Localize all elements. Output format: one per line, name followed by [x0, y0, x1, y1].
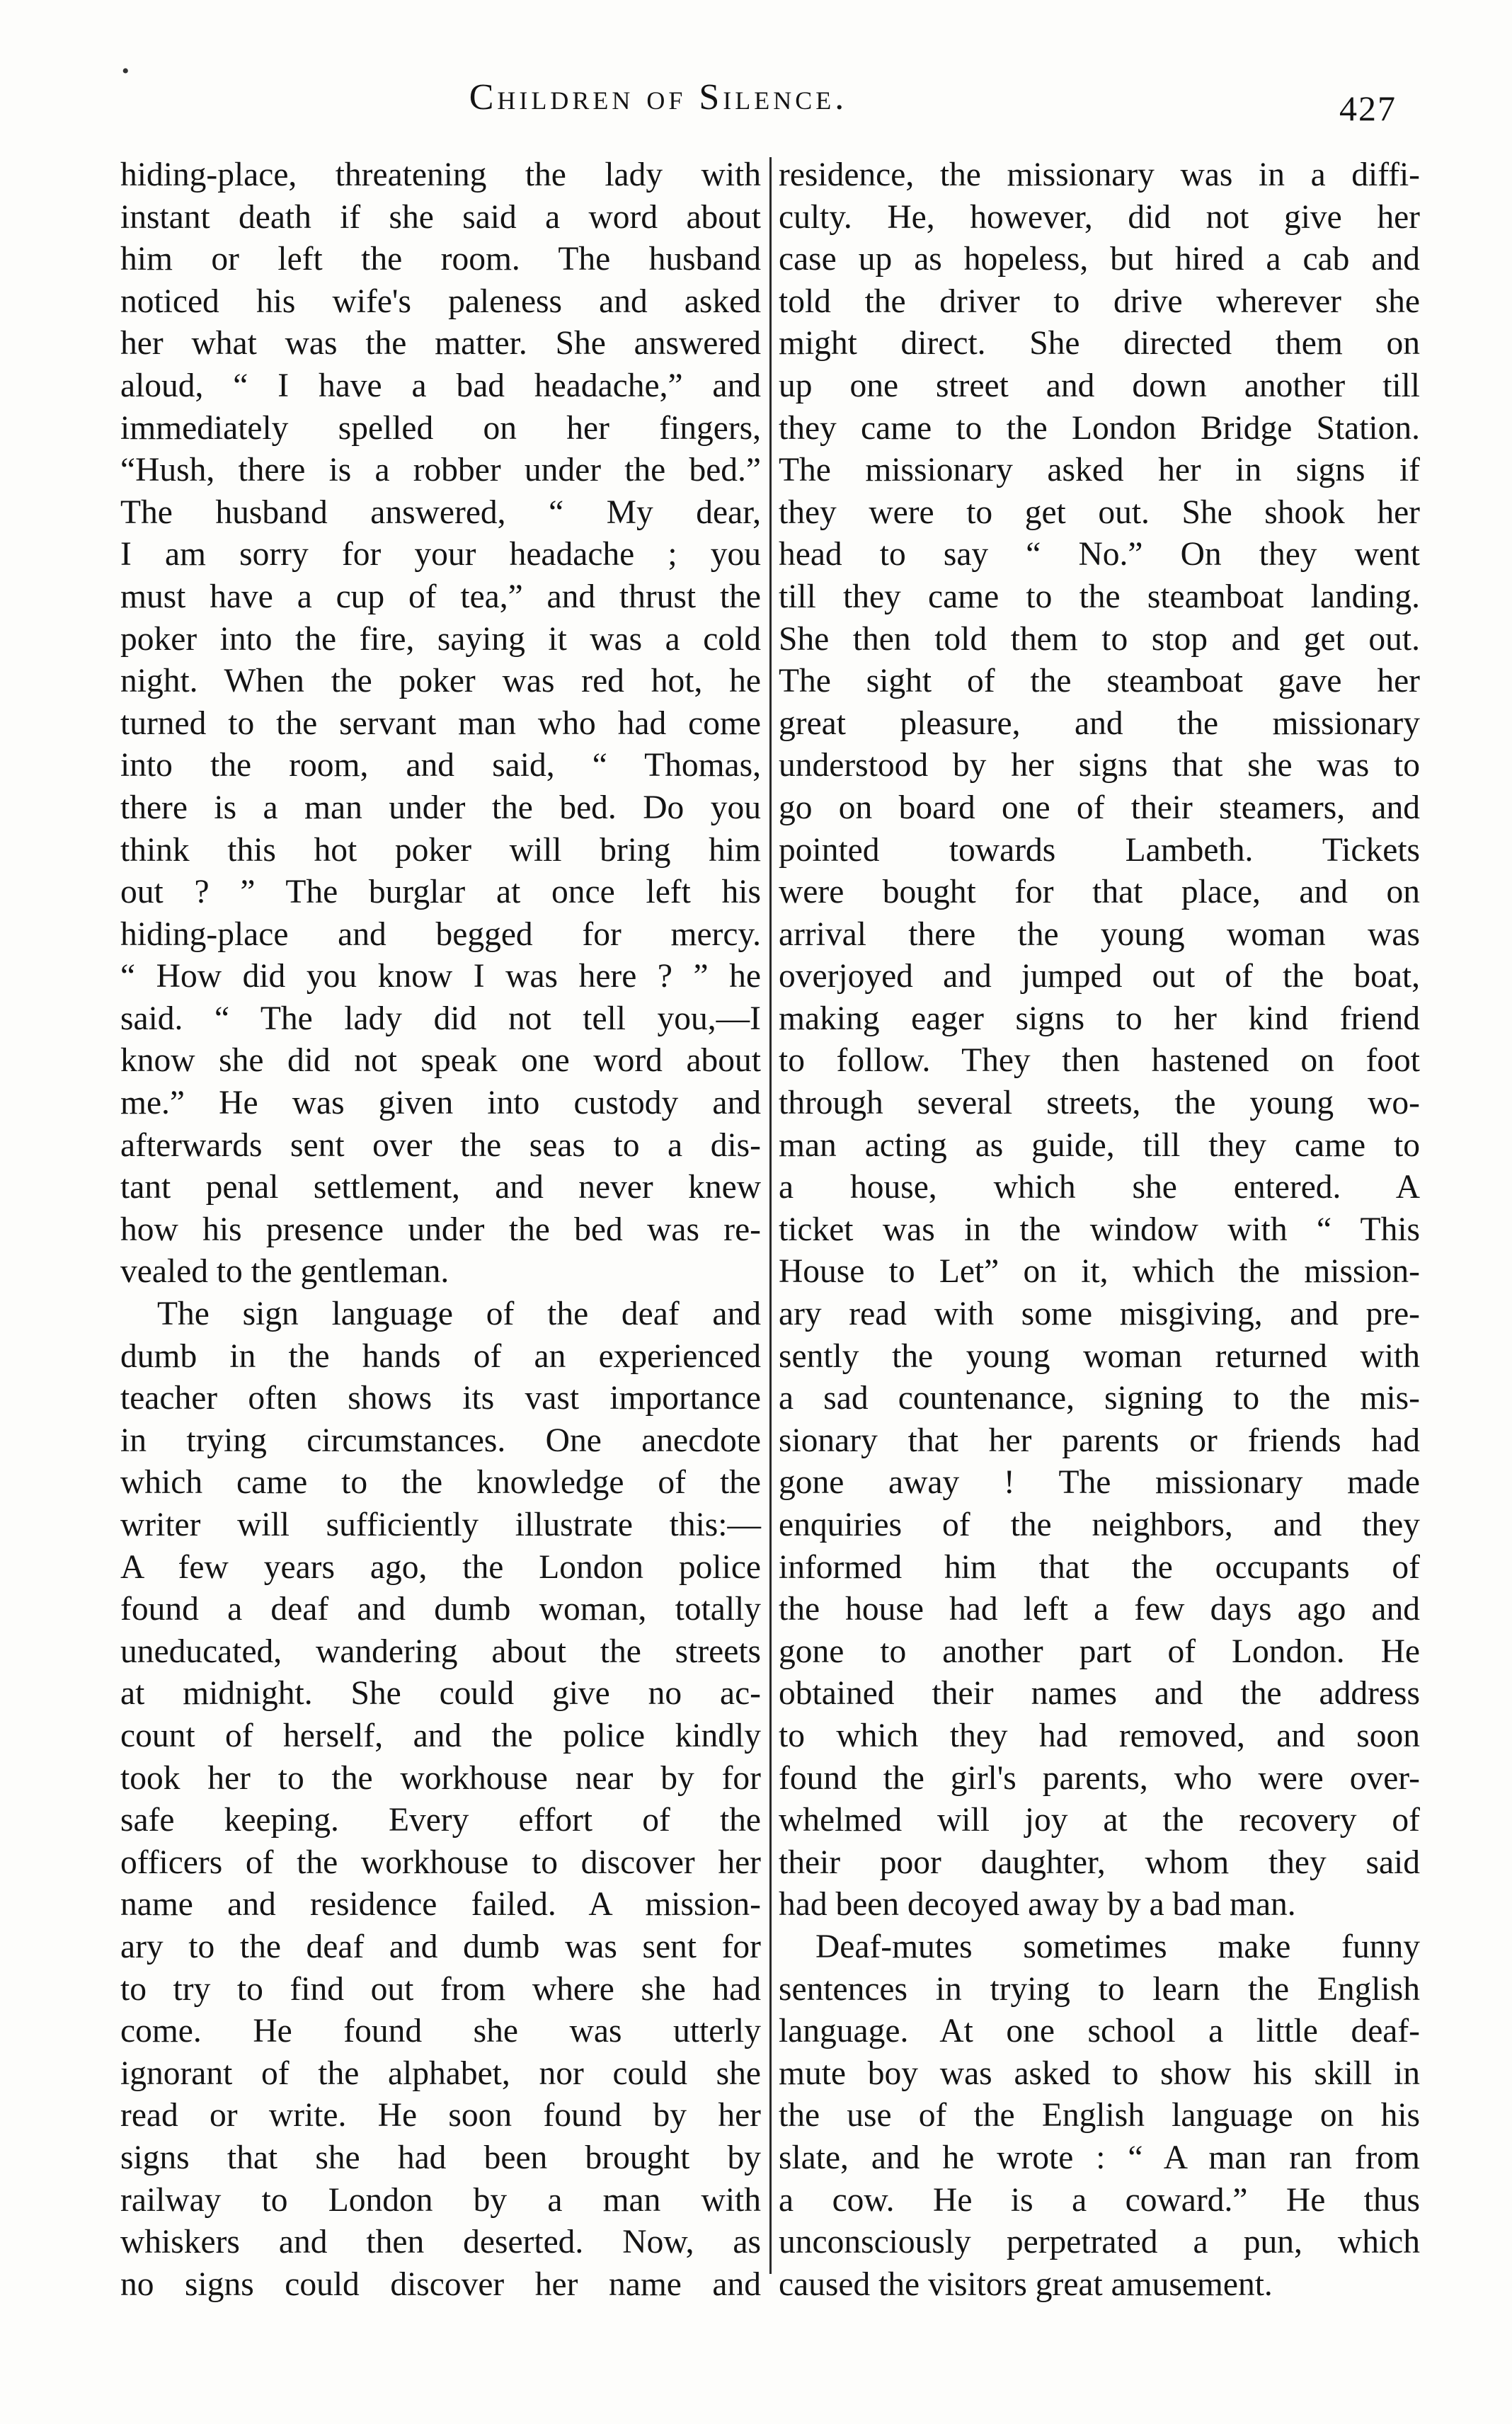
- text-line: told the driver to drive wherever she: [779, 282, 1420, 320]
- text-line: great pleasure, and the missionary: [779, 704, 1420, 742]
- text-line: gone away ! The missionary made: [779, 1464, 1420, 1502]
- text-line: took her to the workhouse near by for: [120, 1759, 761, 1797]
- text-line: hiding-place, threatening the lady with: [120, 156, 761, 193]
- right-text-column: [779, 154, 1420, 2306]
- text-line: to which they had removed, and soon: [779, 1717, 1420, 1754]
- text-line: The sign language of the deaf and: [157, 1296, 761, 1333]
- text-line: immediately spelled on her fingers,: [120, 409, 761, 447]
- text-line: mute boy was asked to show his skill in: [779, 2054, 1420, 2092]
- text-line: how his presence under the bed was re-: [120, 1211, 761, 1248]
- text-line: instant death if she said a word about: [120, 198, 761, 236]
- text-line: House to Let” on it, which the mission-: [779, 1253, 1420, 1291]
- text-line: the house had left a few days ago and: [779, 1591, 1420, 1628]
- text-line: there is a man under the bed. Do you: [120, 789, 761, 826]
- text-line: afterwards sent over the seas to a dis-: [120, 1126, 761, 1164]
- text-line: A few years ago, the London police: [120, 1548, 761, 1586]
- text-line: sionary that her parents or friends had: [779, 1422, 1420, 1459]
- text-line: were bought for that place, and on: [779, 874, 1420, 911]
- text-line: a sad countenance, signing to the mis-: [779, 1380, 1420, 1417]
- text-line: pointed towards Lambeth. Tickets: [779, 831, 1420, 869]
- text-line: go on board one of their steamers, and: [779, 789, 1420, 826]
- text-line: turned to the servant man who had come: [120, 704, 761, 742]
- page-number: 427: [1339, 88, 1397, 128]
- text-line: count of herself, and the police kindly: [120, 1717, 761, 1754]
- text-line: noticed his wife's paleness and asked: [120, 282, 761, 320]
- text-line: a house, which she entered. A: [779, 1169, 1420, 1206]
- text-line: informed him that the occupants of: [779, 1548, 1420, 1586]
- text-line: “Hush, there is a robber under the bed.”: [120, 452, 761, 489]
- text-line: found a deaf and dumb woman, totally: [120, 1591, 761, 1628]
- text-line: they were to get out. She shook her: [779, 493, 1420, 531]
- text-line: case up as hopeless, but hired a cab and: [779, 241, 1420, 278]
- text-line: ticket was in the window with “ This: [779, 1211, 1420, 1248]
- text-line: She then told them to stop and get out.: [779, 620, 1420, 658]
- text-line: read or write. He soon found by her: [120, 2097, 761, 2134]
- text-line: arrival there the young woman was: [779, 915, 1420, 953]
- text-line: slate, and he wrote : “ A man ran from: [779, 2139, 1420, 2176]
- text-line: writer will sufficiently illustrate this:—: [120, 1507, 761, 1543]
- text-line: sentences in trying to learn the English: [779, 1970, 1420, 2008]
- text-line: man acting as guide, till they came to: [779, 1126, 1420, 1164]
- text-line: her what was the matter. She answered: [120, 325, 761, 362]
- text-line: out ? ” The burglar at once left his: [120, 874, 761, 911]
- text-line: at midnight. She could give no ac-: [120, 1675, 761, 1713]
- text-line: officers of the workhouse to discover her: [120, 1843, 761, 1881]
- text-line: caused the visitors great amusement.: [779, 2265, 1273, 2303]
- text-line: head to say “ No.” On they went: [779, 536, 1420, 573]
- text-line: they came to the London Bridge Station.: [779, 409, 1420, 447]
- text-line: whelmed will joy at the recovery of: [779, 1802, 1420, 1839]
- text-line: him or left the room. The husband: [120, 241, 761, 278]
- text-line: unconsciously perpetrated a pun, which: [779, 2224, 1420, 2261]
- text-line: poker into the fire, saying it was a cold: [120, 620, 761, 658]
- text-line: hiding-place and begged for mercy.: [120, 915, 761, 953]
- text-line: found the girl's parents, who were over-: [779, 1759, 1420, 1797]
- text-line: The husband answered, “ My dear,: [120, 493, 761, 531]
- text-line: a cow. He is a coward.” He thus: [779, 2181, 1420, 2219]
- text-line: into the room, and said, “ Thomas,: [120, 747, 761, 784]
- text-line: their poor daughter, whom they said: [779, 1843, 1420, 1881]
- left-text-column: [120, 154, 761, 2306]
- text-line: vealed to the gentleman.: [120, 1253, 449, 1291]
- text-line: ary to the deaf and dumb was sent for: [120, 1928, 761, 1965]
- text-line: aloud, “ I have a bad headache,” and: [120, 367, 761, 404]
- text-line: understood by her signs that she was to: [779, 747, 1420, 784]
- text-line: no signs could discover her name and: [120, 2265, 761, 2303]
- running-head: [0, 76, 1512, 133]
- text-line: the use of the English language on his: [779, 2097, 1420, 2134]
- text-line: dumb in the hands of an experienced: [120, 1337, 761, 1375]
- text-line: “ How did you know I was here ? ” he: [120, 958, 761, 995]
- text-line: said. “ The lady did not tell you,—I: [120, 1000, 761, 1037]
- text-line: signs that she had been brought by: [120, 2139, 761, 2176]
- text-line: obtained their names and the address: [779, 1675, 1420, 1713]
- text-line: till they came to the steamboat landing.: [779, 578, 1420, 615]
- text-line: ignorant of the alphabet, nor could she: [120, 2054, 761, 2092]
- text-line: culty. He, however, did not give her: [779, 198, 1420, 236]
- text-line: come. He found she was utterly: [120, 2013, 761, 2050]
- text-line: uneducated, wandering about the streets: [120, 1633, 761, 1670]
- text-line: safe keeping. Every effort of the: [120, 1802, 761, 1839]
- text-line: enquiries of the neighbors, and they: [779, 1507, 1420, 1543]
- text-line: must have a cup of tea,” and thrust the: [120, 578, 761, 615]
- text-line: think this hot poker will bring him: [120, 831, 761, 869]
- text-line: night. When the poker was red hot, he: [120, 663, 761, 700]
- text-line: through several streets, the young wo-: [779, 1085, 1420, 1122]
- text-line: me.” He was given into custody and: [120, 1085, 761, 1122]
- text-line: residence, the missionary was in a diffi-: [779, 156, 1420, 193]
- text-line: in trying circumstances. One anecdote: [120, 1422, 761, 1459]
- text-line: might direct. She directed them on: [779, 325, 1420, 362]
- text-line: had been decoyed away by a bad man.: [779, 1886, 1296, 1923]
- text-line: overjoyed and jumped out of the boat,: [779, 958, 1420, 995]
- text-line: know she did not speak one word about: [120, 1042, 761, 1080]
- text-line: Deaf-mutes sometimes make funny: [815, 1928, 1420, 1965]
- text-line: ary read with some misgiving, and pre-: [779, 1296, 1420, 1333]
- text-line: whiskers and then deserted. Now, as: [120, 2224, 761, 2261]
- stray-ink-mark: •: [122, 59, 130, 83]
- page-title: Children of Silence.: [469, 77, 848, 118]
- text-line: which came to the knowledge of the: [120, 1464, 761, 1502]
- column-divider-rule: [769, 157, 772, 2274]
- text-line: to try to find out from where she had: [120, 1970, 761, 2008]
- text-line: to follow. They then hastened on foot: [779, 1042, 1420, 1080]
- text-line: up one street and down another till: [779, 367, 1420, 404]
- text-line: tant penal settlement, and never knew: [120, 1169, 761, 1206]
- text-line: teacher often shows its vast importance: [120, 1380, 761, 1417]
- text-line: language. At one school a little deaf-: [779, 2013, 1420, 2050]
- text-line: gone to another part of London. He: [779, 1633, 1420, 1670]
- text-line: I am sorry for your headache ; you: [120, 536, 761, 573]
- text-line: name and residence failed. A mission-: [120, 1886, 761, 1923]
- text-line: making eager signs to her kind friend: [779, 1000, 1420, 1037]
- text-line: The sight of the steamboat gave her: [779, 663, 1420, 700]
- text-line: The missionary asked her in signs if: [779, 452, 1420, 489]
- text-line: railway to London by a man with: [120, 2181, 761, 2219]
- text-line: sently the young woman returned with: [779, 1337, 1420, 1375]
